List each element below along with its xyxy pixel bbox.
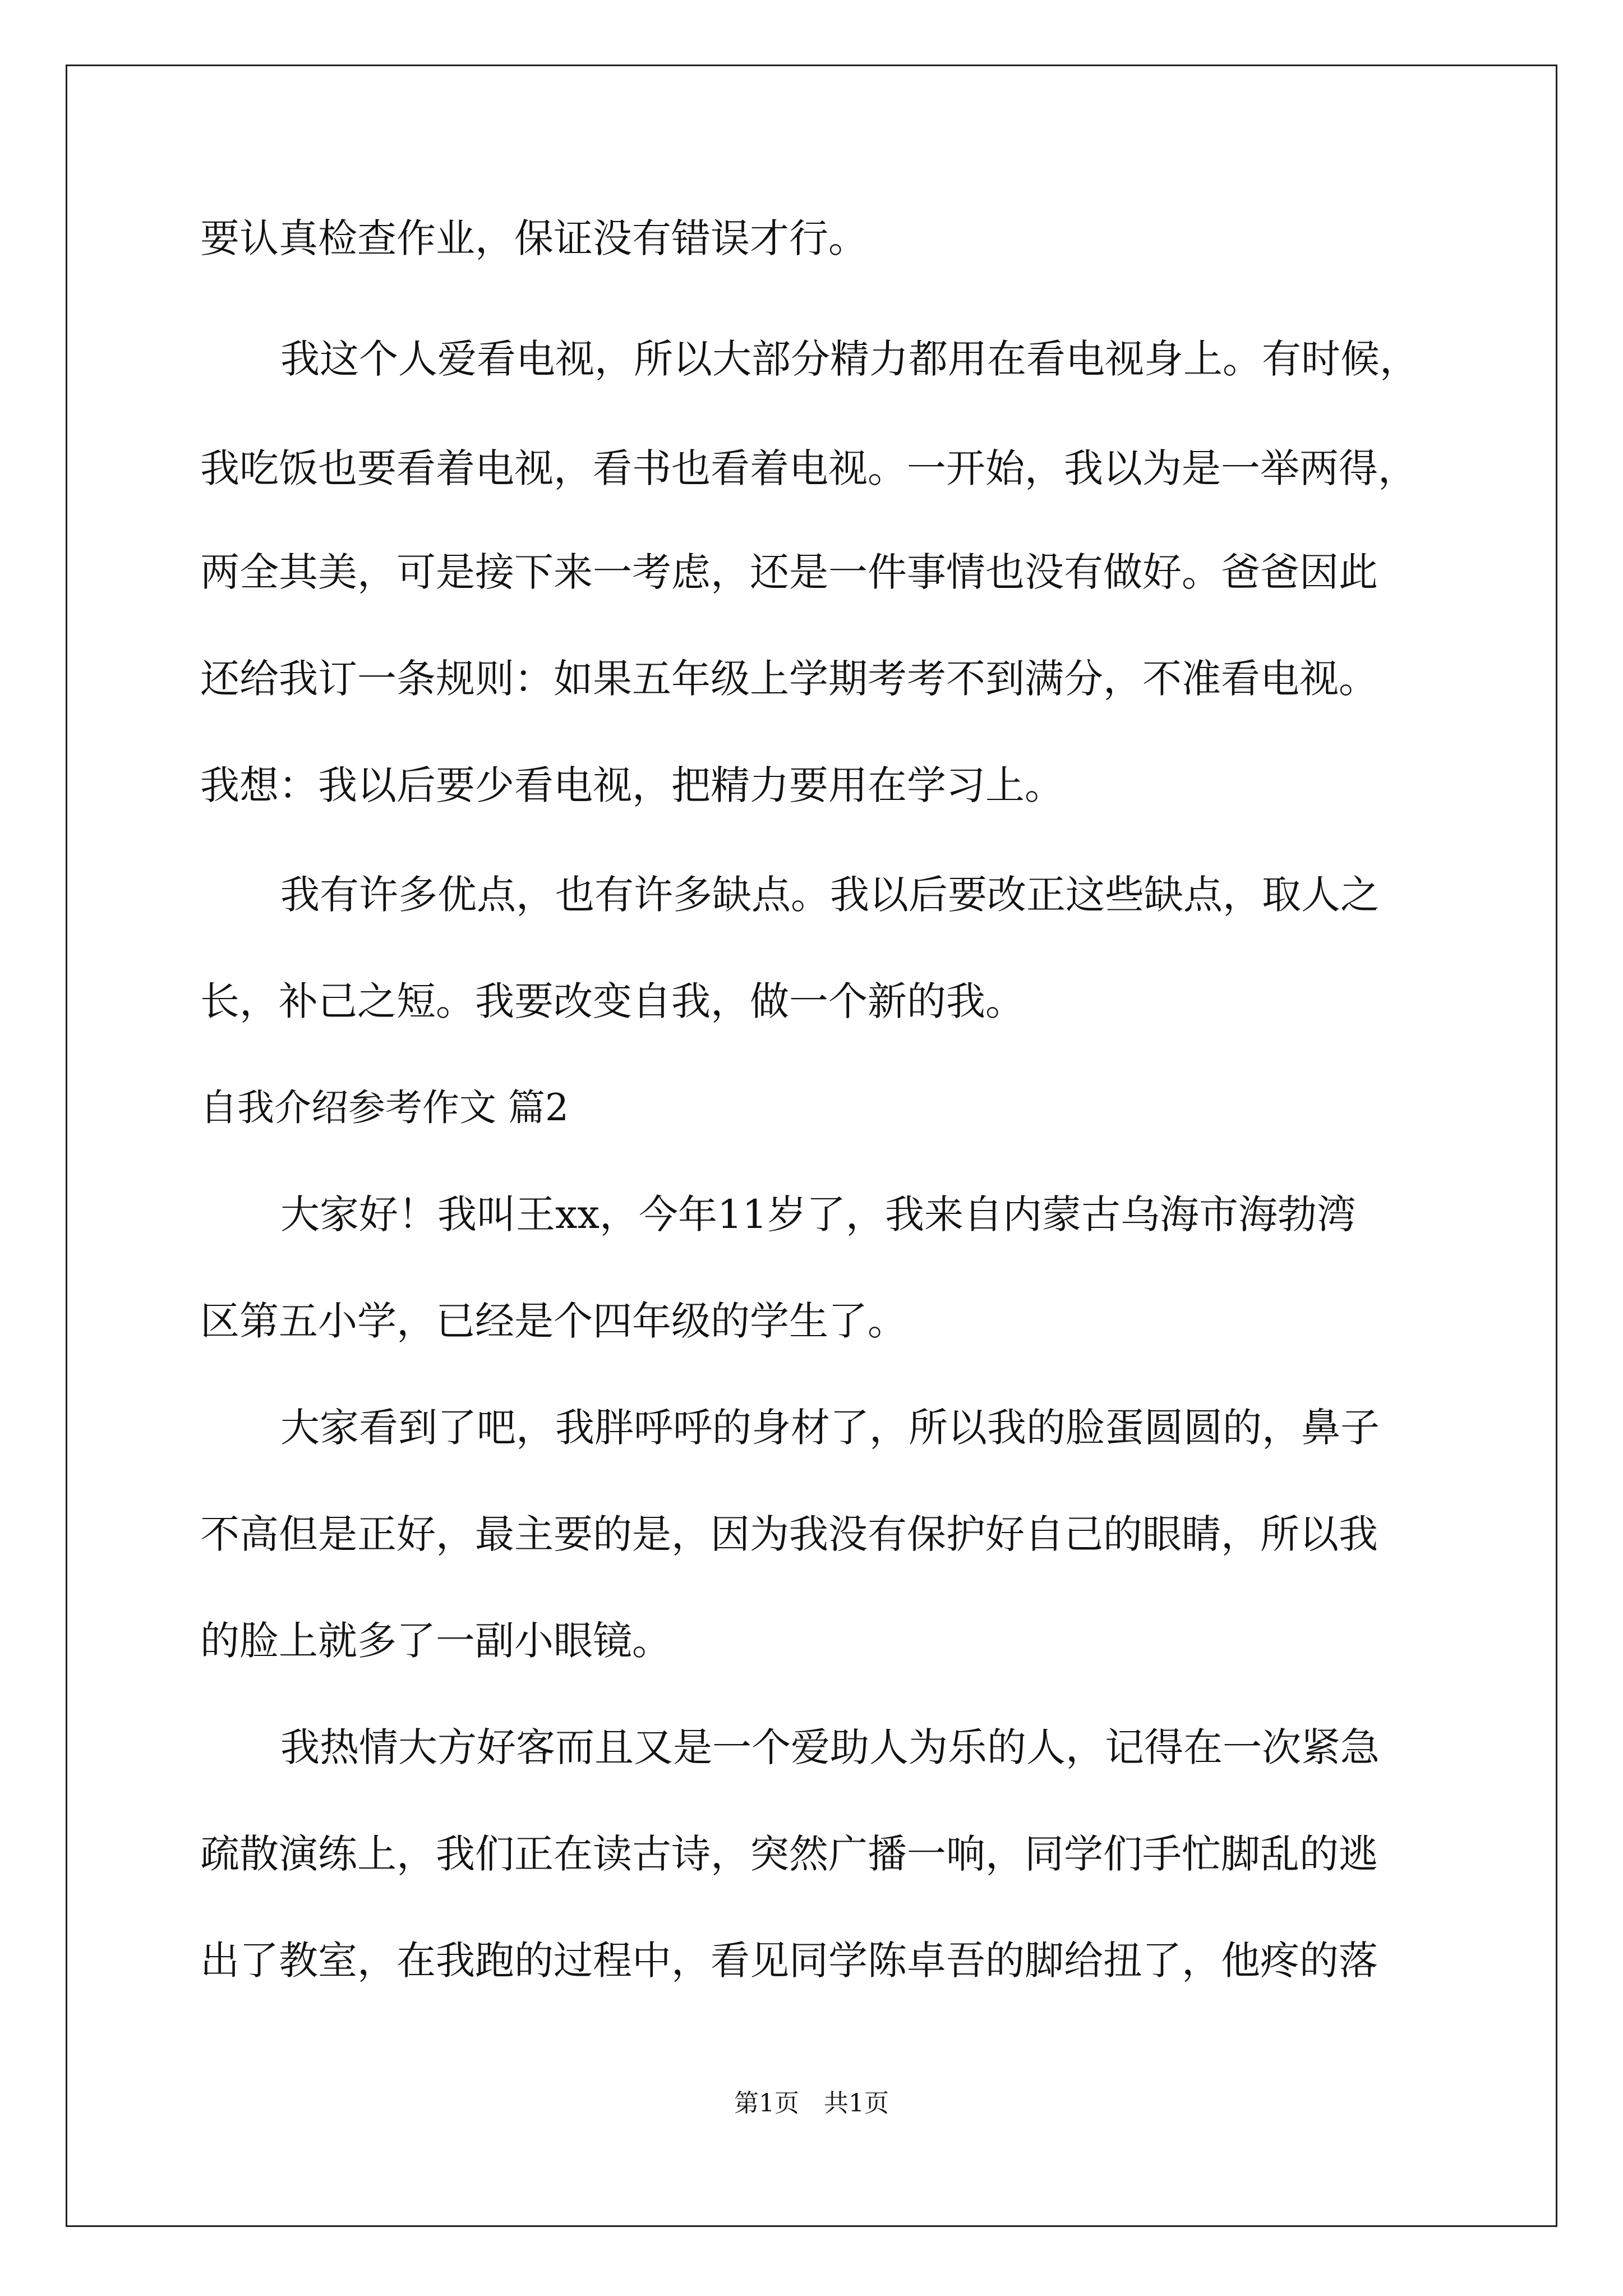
paragraph-line: 两全其美，可是接下来一考虑，还是一件事情也没有做好。爸爸因此 bbox=[200, 549, 1378, 595]
paragraph-line: 要认真检查作业，保证没有错误才行。 bbox=[200, 215, 868, 261]
paragraph-line: 我热情大方好客而且又是一个爱助人为乐的人，记得在一次紧急 bbox=[280, 1724, 1380, 1770]
paragraph-line: 还给我订一条规则：如果五年级上学期考考不到满分，不准看电视。 bbox=[200, 656, 1378, 702]
paragraph-line: 长，补己之短。我要改变自我，做一个新的我。 bbox=[200, 978, 1025, 1024]
paragraph-line: 大家看到了吧，我胖呼呼的身材了，所以我的脸蛋圆圆的，鼻子 bbox=[280, 1405, 1380, 1451]
paragraph-line: 出了教室，在我跑的过程中，看见同学陈卓吾的脚给扭了，他疼的落 bbox=[200, 1938, 1378, 1984]
section-heading: 自我介绍参考作文 篇2 bbox=[200, 1086, 569, 1129]
paragraph-line: 我想：我以后要少看电视，把精力要用在学习上。 bbox=[200, 762, 1064, 808]
paragraph-line: 区第五小学，已经是个四年级的学生了。 bbox=[200, 1298, 907, 1344]
paragraph-line: 疏散演练上，我们正在读古诗，突然广播一响，同学们手忙脚乱的逃 bbox=[200, 1831, 1378, 1877]
paragraph-line: 我这个人爱看电视，所以大部分精力都用在看电视身上。有时候， bbox=[280, 336, 1419, 382]
page-border bbox=[66, 65, 1557, 2227]
paragraph-line: 不高但是正好，最主要的是，因为我没有保护好自己的眼睛，所以我 bbox=[200, 1511, 1378, 1557]
page-footer: 第1页 共1页 bbox=[734, 2089, 889, 2118]
paragraph-line: 我吃饭也要看着电视，看书也看着电视。一开始，我以为是一举两得， bbox=[200, 445, 1417, 491]
paragraph-line: 的脸上就多了一副小眼镜。 bbox=[200, 1618, 671, 1664]
paragraph-line: 大家好！我叫王xx，今年11岁了，我来自内蒙古乌海市海勃湾 bbox=[280, 1191, 1357, 1237]
paragraph-line: 我有许多优点，也有许多缺点。我以后要改正这些缺点，取人之 bbox=[280, 872, 1380, 918]
